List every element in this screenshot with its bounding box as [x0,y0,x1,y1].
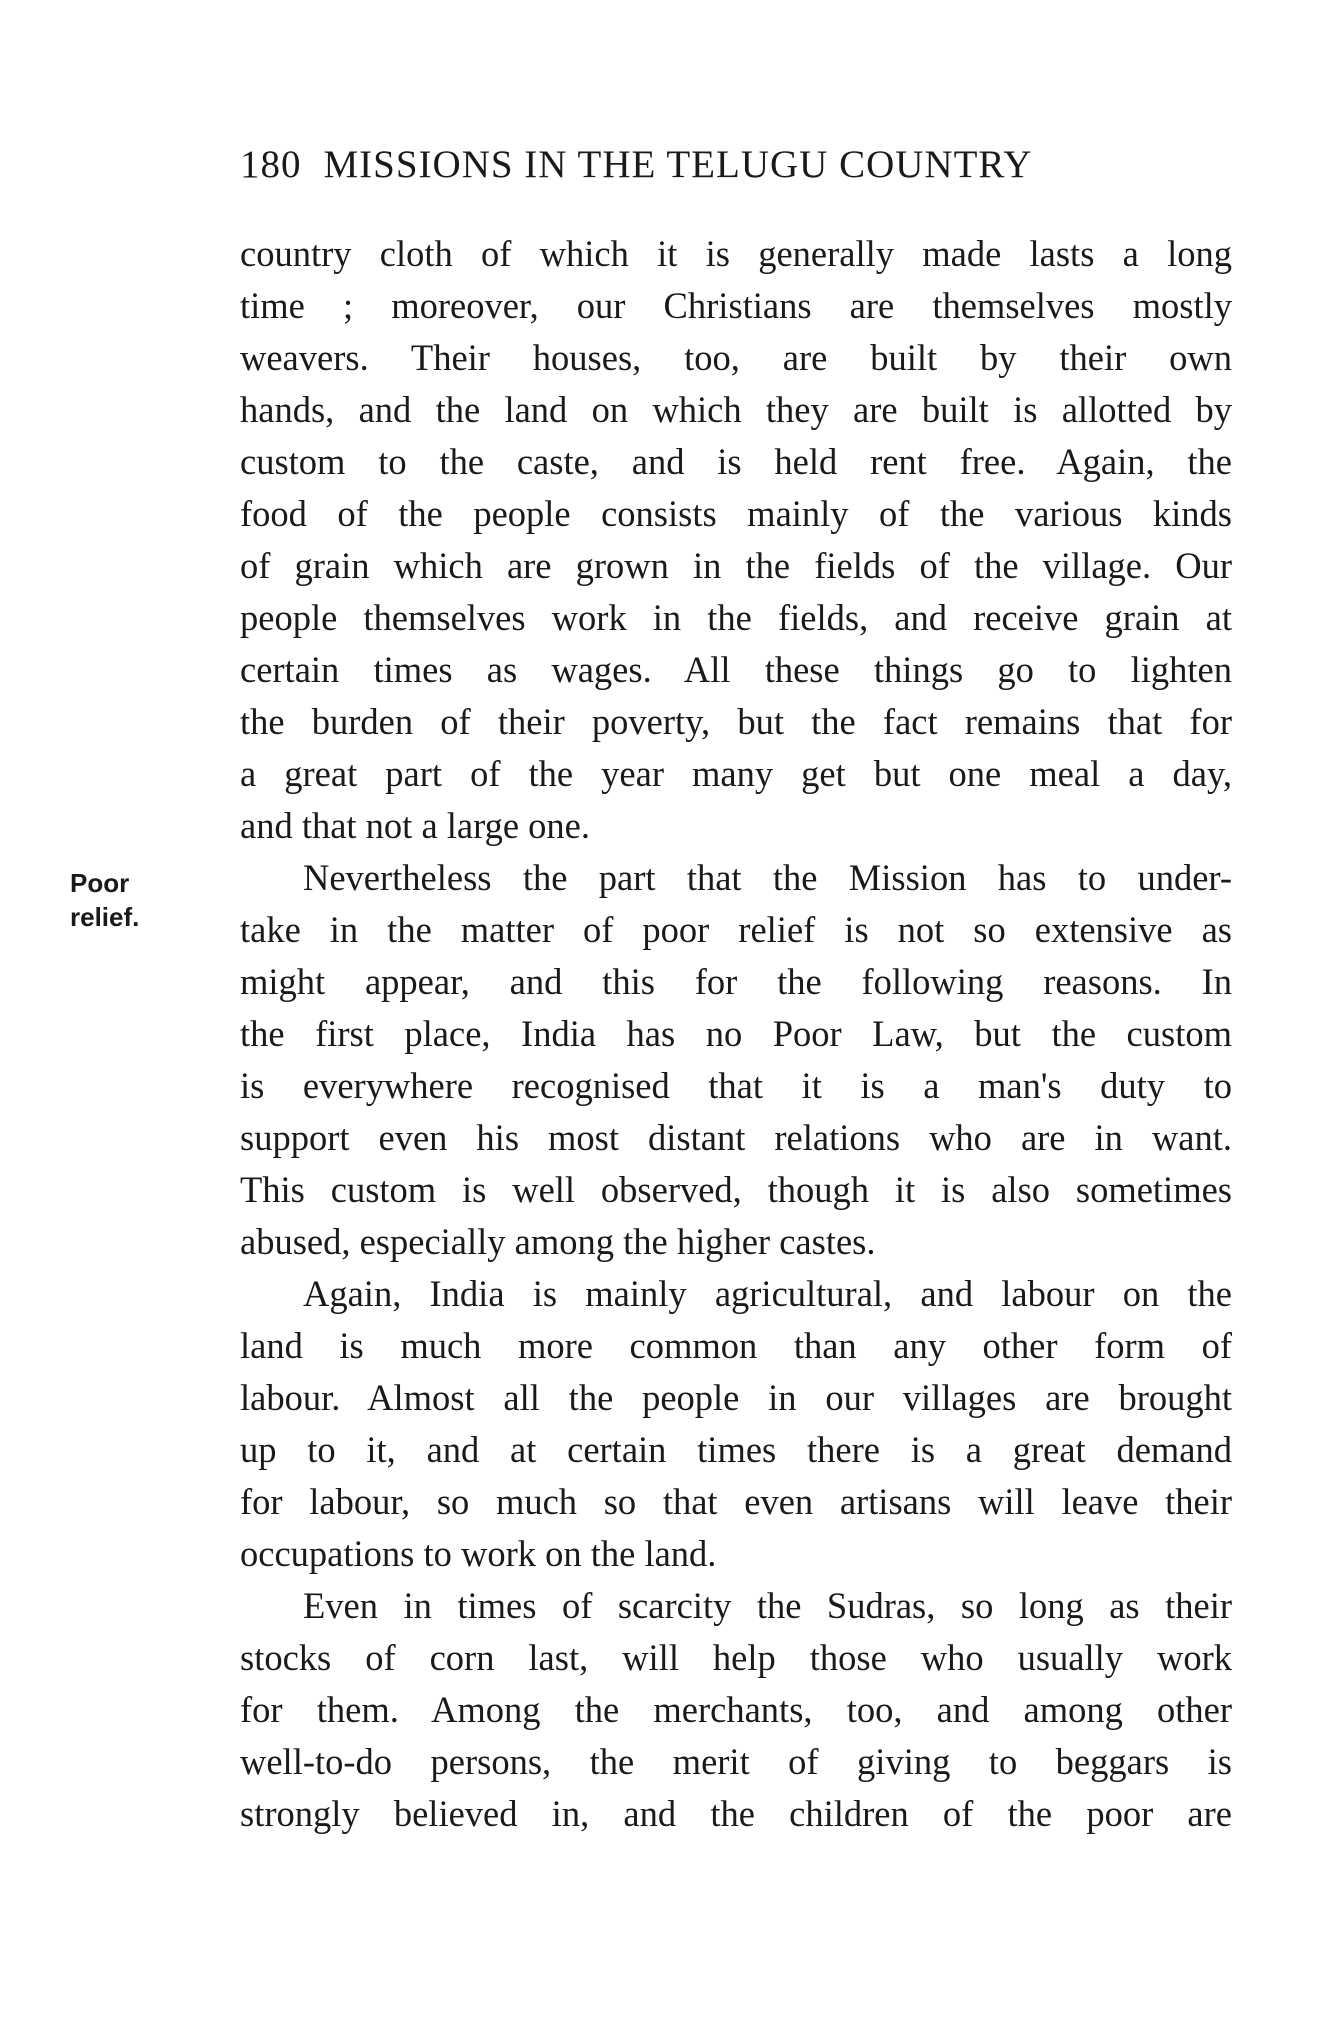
text-line: for them. Among the merchants, too, and among other [240,1689,1232,1730]
text-line: strongly believed in, and the children of the poor are [240,1793,1232,1834]
text-line: Again, India is mainly agricultural, and labour on the [303,1273,1232,1314]
text-line: for labour, so much so that even artisans will leave their [240,1481,1232,1522]
text-line: food of the people consists mainly of the various kinds [240,493,1232,534]
text-line: take in the matter of poor relief is not so extensive as [240,909,1232,950]
text-line: of grain which are grown in the fields of the village. Our [240,545,1232,586]
text-line: country cloth of which it is generally made lasts a long [240,233,1232,274]
text-line: might appear, and this for the following reasons. In [240,961,1232,1002]
text-line: certain times as wages. All these things go to lighten [240,649,1232,690]
text-line: people themselves work in the fields, and receive grain at [240,597,1232,638]
text-line: up to it, and at certain times there is a great demand [240,1429,1232,1470]
text-line: occupations to work on the land. [240,1533,717,1574]
text-line: hands, and the land on which they are built is allotted by [240,389,1232,430]
margin-note-line: relief. [70,902,140,932]
text-line: custom to the caste, and is held rent free. Again, the [240,441,1232,482]
page-number: 180 [240,143,302,186]
body-text [240,228,1232,1840]
text-line: Nevertheless the part that the Mission has to under- [303,857,1232,898]
text-line: land is much more common than any other form of [240,1325,1232,1366]
running-head [240,142,1032,187]
text-line: labour. Almost all the people in our villages are brought [240,1377,1232,1418]
text-line: weavers. Their houses, too, are built by their own [240,337,1232,378]
running-title: MISSIONS IN THE TELUGU COUNTRY [323,143,1033,186]
text-line: abused, especially among the higher castes. [240,1221,876,1262]
text-line: the first place, India has no Poor Law, but the custom [240,1013,1232,1054]
text-line: a great part of the year many get but one meal a day, [240,753,1232,794]
text-line: Even in times of scarcity the Sudras, so long as their [303,1585,1232,1626]
text-line: time ; moreover, our Christians are themselves mostly [240,285,1232,326]
margin-note [70,866,139,934]
text-line: is everywhere recognised that it is a man's duty to [240,1065,1232,1106]
text-line: support even his most distant relations who are in want. [240,1117,1232,1158]
margin-note-line: Poor [70,868,130,898]
text-line: This custom is well observed, though it is also sometimes [240,1169,1232,1210]
text-line: stocks of corn last, will help those who usually work [240,1637,1232,1678]
text-line: and that not a large one. [240,805,591,846]
text-line: the burden of their poverty, but the fact remains that for [240,701,1232,742]
text-line: well-to-do persons, the merit of giving to beggars is [240,1741,1232,1782]
